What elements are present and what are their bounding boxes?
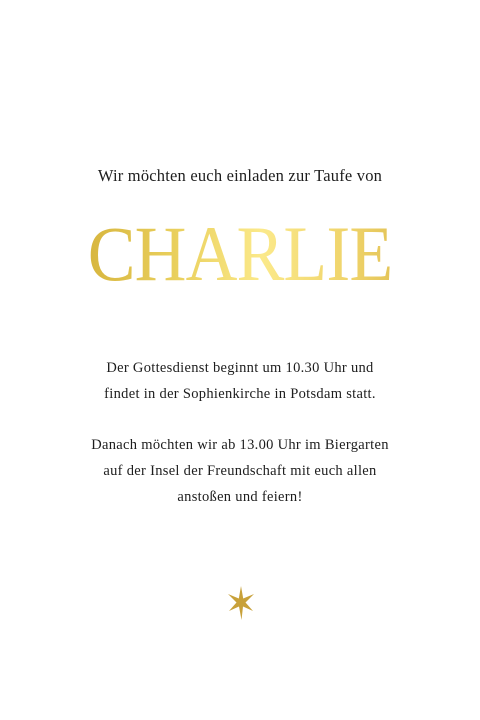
service-paragraph — [0, 355, 480, 407]
service-line-2: findet in der Sophienkirche in Potsdam statt. — [104, 386, 376, 402]
child-name: CHARLIE — [19, 212, 461, 296]
service-line-1: Der Gottesdienst beginnt um 10.30 Uhr und — [106, 360, 374, 376]
star-icon — [226, 585, 256, 621]
celebration-line-2: auf der Insel der Freundschaft mit euch allen — [103, 463, 377, 479]
celebration-paragraph — [0, 432, 480, 510]
celebration-line-1: Danach möchten wir ab 13.00 Uhr im Biergarten — [91, 437, 389, 453]
celebration-line-3: anstoßen und feiern! — [177, 489, 303, 505]
intro-text: Wir möchten euch einladen zur Taufe von — [97, 166, 383, 185]
